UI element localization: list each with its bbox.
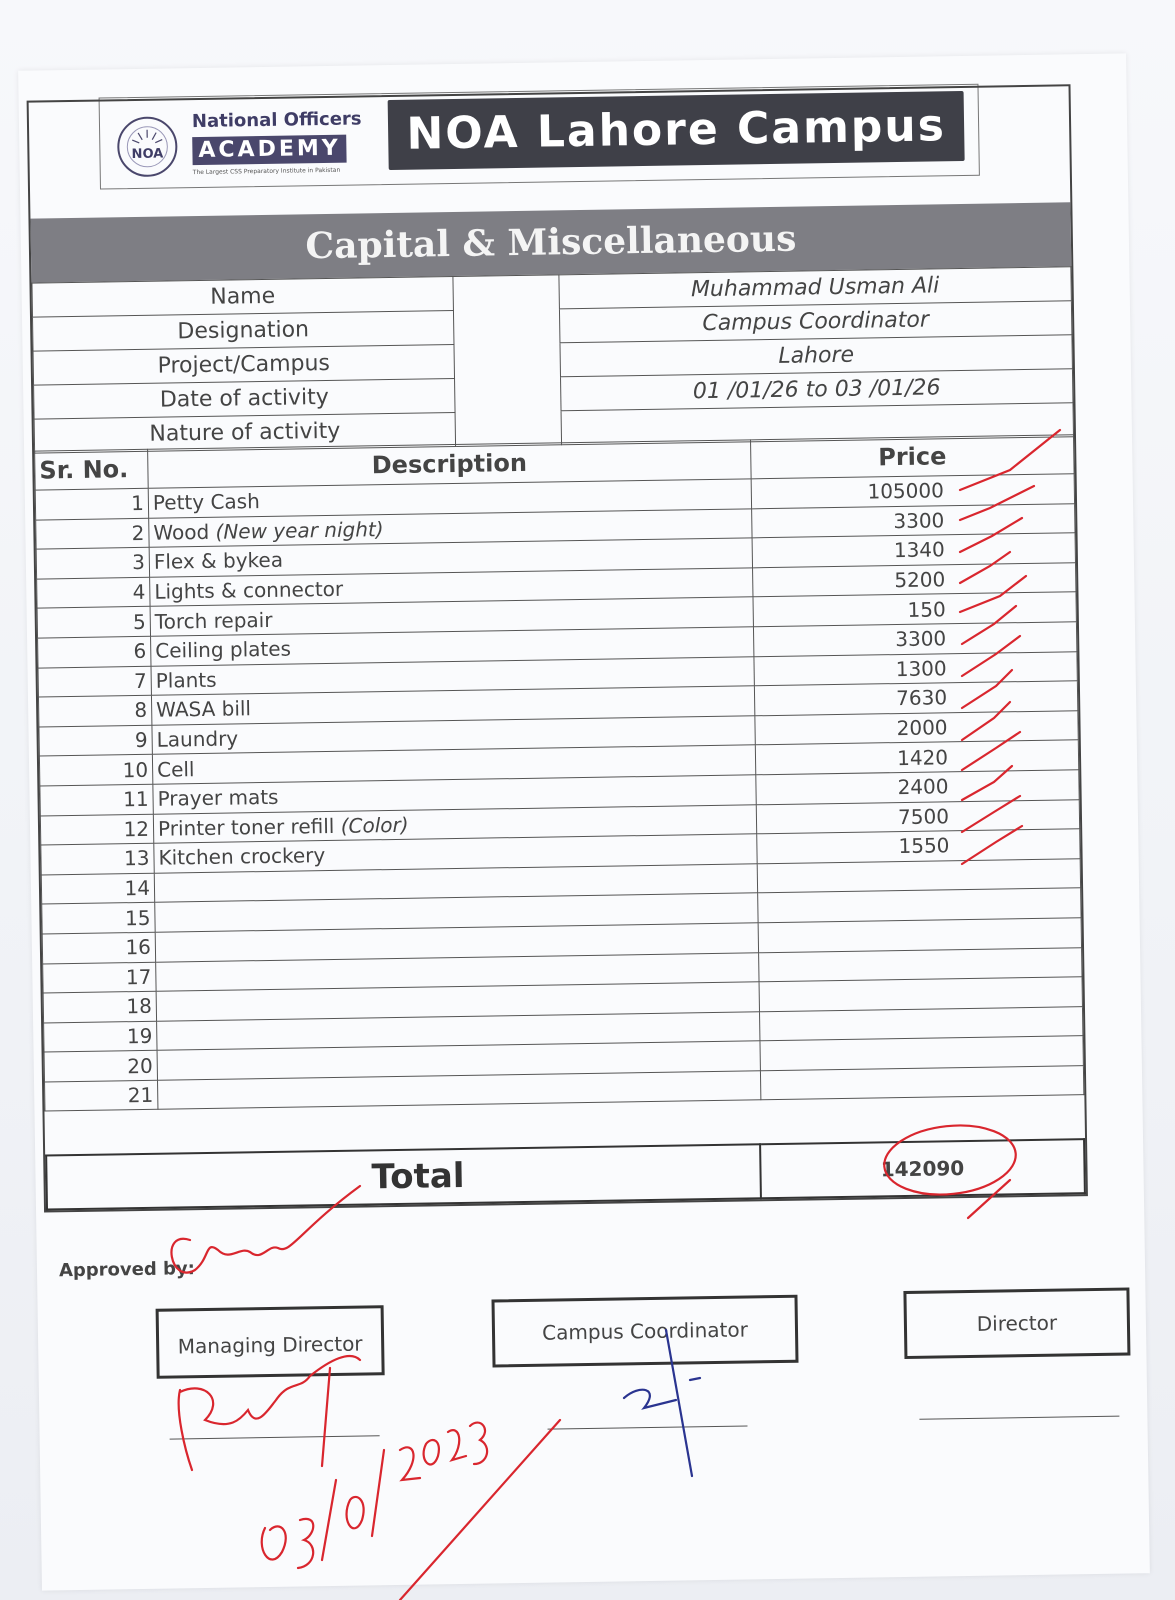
row-price: 1550 <box>757 829 1080 864</box>
row-description-text: Kitchen crockery <box>158 843 326 871</box>
row-description-text: Cell <box>156 756 195 782</box>
row-description-text: Petty Cash <box>152 489 260 516</box>
info-table <box>31 266 1074 453</box>
row-price <box>760 1066 1083 1101</box>
row-price: 3300 <box>753 622 1076 657</box>
row-sr-number: 1 <box>35 488 148 519</box>
approved-by-label: Approved by: <box>58 1258 195 1282</box>
campus-title: NOA Lahore Campus <box>388 91 965 170</box>
row-sr-number: 13 <box>41 843 154 874</box>
row-sr-number: 21 <box>45 1080 158 1111</box>
row-sr-number: 12 <box>40 814 153 845</box>
date-label: Date of activity <box>34 378 455 419</box>
row-description-text: Printer toner refill <box>157 813 335 841</box>
row-sr-number: 3 <box>36 547 149 578</box>
form-sheet <box>18 53 1150 1590</box>
row-description-text: Torch repair <box>154 607 273 634</box>
row-price: 3300 <box>752 503 1075 538</box>
row-price: 105000 <box>751 474 1074 509</box>
total-value: 142090 <box>760 1139 1085 1198</box>
info-spacer <box>455 411 562 447</box>
signature-line-director <box>919 1416 1119 1420</box>
row-sr-number: 6 <box>38 636 151 667</box>
signature-line-md <box>170 1435 380 1439</box>
row-sr-number: 17 <box>43 962 156 993</box>
info-spacer <box>455 377 562 413</box>
campus-coordinator-box: Campus Coordinator <box>491 1295 798 1368</box>
row-sr-number: 8 <box>38 695 151 726</box>
brand-tagline: The Largest CSS Preparatory Institute in Pakistan <box>192 166 341 177</box>
name-value: Muhammad Usman Ali <box>559 267 1071 309</box>
row-description-text: Plants <box>155 667 217 693</box>
row-description-text: Wood <box>153 519 210 545</box>
row-sr-number: 5 <box>37 607 150 638</box>
row-price: 2400 <box>756 770 1079 805</box>
svg-text:NOA: NOA <box>131 146 164 163</box>
col-header-sr: Sr. No. <box>35 449 149 490</box>
col-header-price: Price <box>751 435 1075 479</box>
row-sr-number: 10 <box>39 755 152 786</box>
row-description-note: (New year night) <box>215 517 384 544</box>
col-header-description: Description <box>148 440 752 488</box>
row-sr-number: 16 <box>42 932 155 963</box>
brand-name-line1: National Officers <box>191 108 362 133</box>
row-price: 7630 <box>754 681 1077 716</box>
expense-table <box>34 434 1084 1112</box>
form-title: Capital & Miscellaneous <box>30 202 1071 282</box>
info-spacer <box>454 343 561 379</box>
row-price: 5200 <box>753 563 1076 598</box>
row-sr-number: 19 <box>44 1021 157 1052</box>
row-description-text: Laundry <box>156 726 239 752</box>
row-sr-number: 2 <box>36 518 149 549</box>
project-label: Project/Campus <box>33 344 454 385</box>
row-sr-number: 11 <box>40 784 153 815</box>
row-description-text: Prayer mats <box>157 785 279 811</box>
signature-line-cc <box>548 1426 748 1430</box>
name-label: Name <box>32 276 453 317</box>
row-description-text: Flex & bykea <box>153 548 284 575</box>
brand-name-line2: ACADEMY <box>192 135 347 165</box>
row-price: 7500 <box>756 799 1079 834</box>
row-sr-number: 7 <box>38 666 151 697</box>
row-description-text: Lights & connector <box>154 576 344 604</box>
designation-label: Designation <box>33 310 454 351</box>
row-description-text: WASA bill <box>156 696 252 723</box>
row-price: 1420 <box>755 740 1078 775</box>
row-sr-number: 20 <box>44 1051 157 1082</box>
row-price: 1340 <box>752 533 1075 568</box>
row-price: 1300 <box>754 651 1077 686</box>
row-sr-number: 9 <box>39 725 152 756</box>
info-spacer <box>453 309 560 345</box>
designation-value: Campus Coordinator <box>559 301 1071 343</box>
row-price: 2000 <box>755 710 1078 745</box>
total-label: Total <box>46 1144 761 1209</box>
managing-director-box: Managing Director <box>156 1305 385 1379</box>
row-sr-number: 15 <box>42 903 155 934</box>
row-sr-number: 14 <box>41 873 154 904</box>
date-value: 01 /01/26 to 03 /01/26 <box>561 369 1073 411</box>
row-description-note: (Color) <box>340 812 409 838</box>
project-value: Lahore <box>560 335 1072 377</box>
row-description-text: Ceiling plates <box>155 636 292 663</box>
nature-label: Nature of activity <box>34 412 455 453</box>
row-sr-number: 4 <box>37 577 150 608</box>
row-sr-number: 18 <box>43 991 156 1022</box>
director-box: Director <box>903 1287 1130 1359</box>
info-spacer <box>453 275 560 311</box>
row-price: 150 <box>753 592 1076 627</box>
